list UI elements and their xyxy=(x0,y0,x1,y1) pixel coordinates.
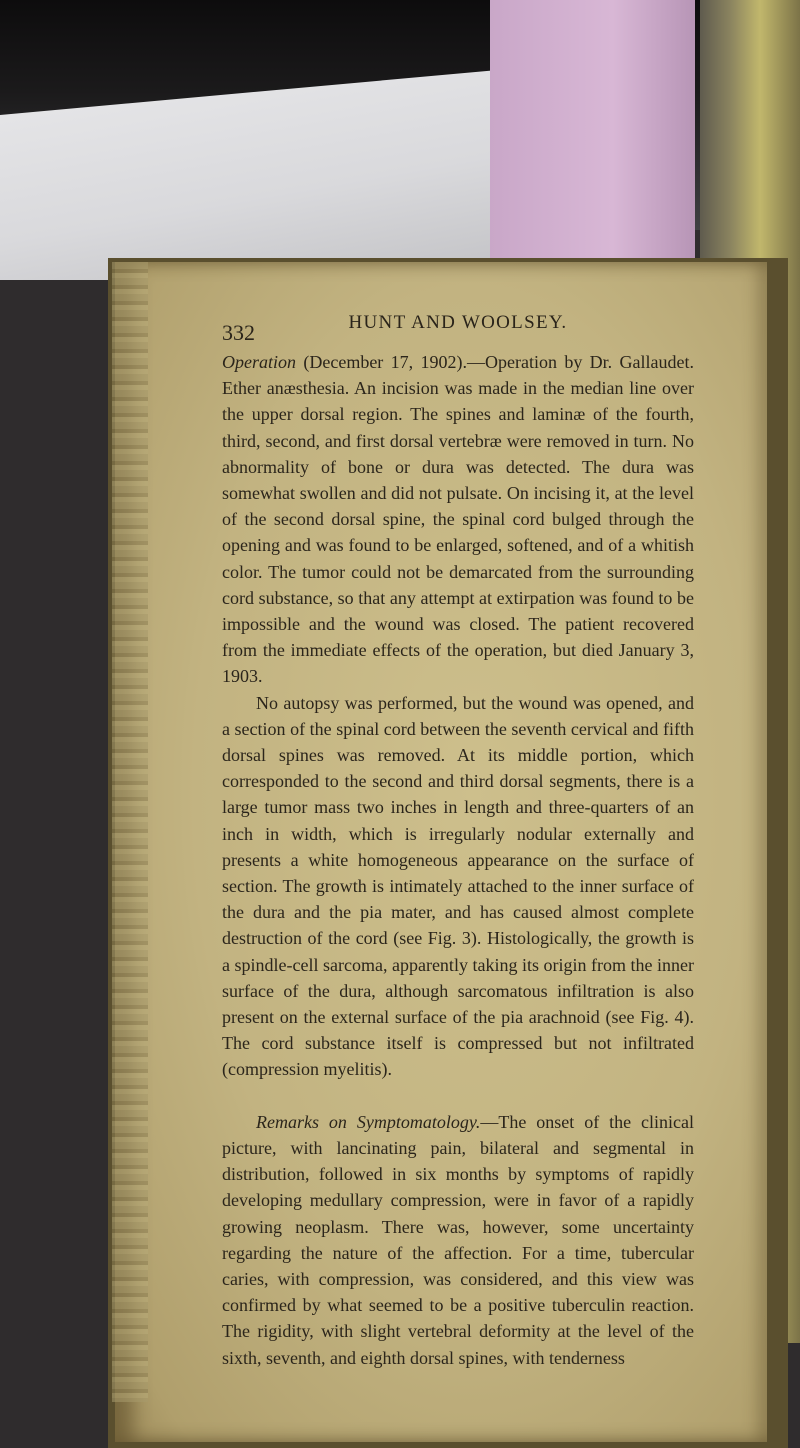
paragraph-text: No autopsy was performed, but the wound was opened, and a section of the spinal cord between the seventh cervical and fifth dorsal spines was removed. At its middle portion, which corresponded to the second and third dorsal segments, there is a large tumor mass two inches in length and three-quarters of an inch in width, which is irregularly nodular externally and presents a white homogeneous appearance on the surface of section. The growth is intimately attached to the inner surface of the dura and the pia mater, and has caused almost complete destruction of the cord (see Fig. 3). Histologically, the growth is a spindle-cell sarcoma, apparently taking its origin from the inner surface of the dura, although sarcomatous infiltration is also present on the external surface of the pia arachnoid (see Fig. 4). The cord substance itself is compressed but not infiltrated (compression myelitis). xyxy=(222,692,694,1080)
paragraph-remarks xyxy=(222,1109,694,1371)
paragraph-autopsy xyxy=(222,690,694,1083)
paragraph-text: —The onset of the clinical picture, with lancinating pain, bilateral and segmental in distribution, followed in six months by symptoms of rapidly developing medullary compression, were in favor of a rapidly growing neoplasm. There was, however, some uncertainty regarding the nature of the affection. For a time, tubercular caries, with compression, was considered, and this view was confirmed by what seemed to be a positive tuberculin reaction. The rigidity, with slight vertebral deformity at the level of the sixth, seventh, and eighth dorsal spines, with tenderness xyxy=(222,1111,695,1368)
paragraph-operation xyxy=(222,349,694,690)
binding-gutter xyxy=(112,262,148,1402)
running-head: HUNT AND WOOLSEY. xyxy=(348,312,568,333)
body-text xyxy=(222,349,694,1371)
paragraph-lead: Operation xyxy=(222,352,296,372)
page-number: 332 xyxy=(222,320,255,345)
paragraph-text: (December 17, 1902).—Operation by Dr. Gallaudet. Ether anæsthesia. An incision was made in the median line over the upper dorsal region. The spines and laminæ of the fourth, third, second, and first dorsal vertebræ were removed in turn. No abnormality of bone or dura was detected. The dura was somewhat swollen and did not pulsate. On incising it, at the level of the second dorsal spine, the spinal cord bulged through the opening and was found to be enlarged, softened, and of a whitish color. The tumor could not be demarcated from the surrounding cord substance, so that any attempt at extirpation was found to be impossible and the wound was closed. The patient recovered from the immediate effects of the operation, but died January 3, 1903. xyxy=(222,352,694,687)
paragraph-lead: Remarks on Symptomatology. xyxy=(256,1111,481,1132)
pink-paper-tab xyxy=(490,0,695,265)
